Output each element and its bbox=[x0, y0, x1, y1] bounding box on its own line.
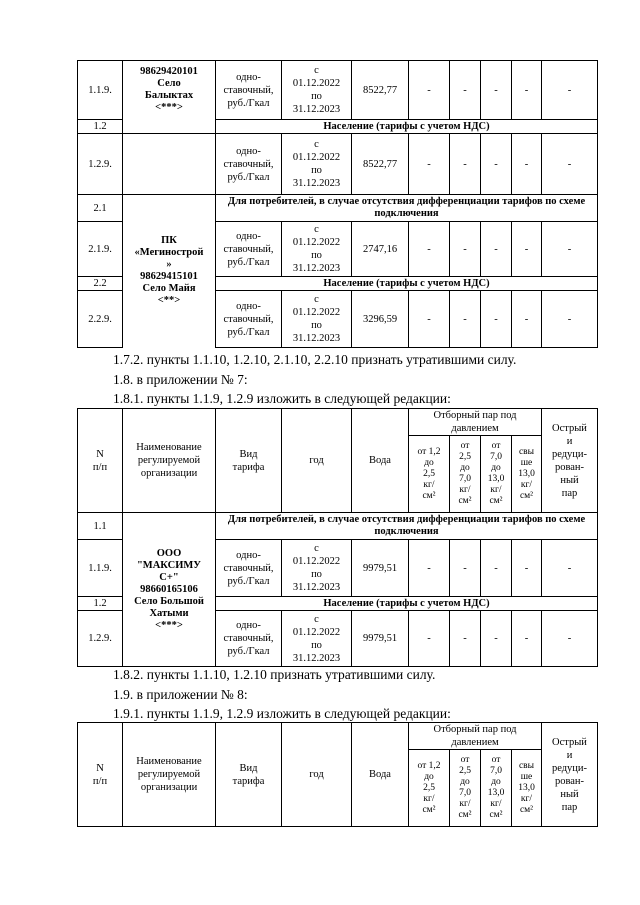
steam-value: - bbox=[450, 540, 481, 597]
organization-name-empty bbox=[123, 134, 216, 195]
steam-value: - bbox=[512, 291, 542, 348]
tariff-type: одно- ставочный, руб./Гкал bbox=[216, 540, 282, 597]
tariff-type: одно- ставочный, руб./Гкал bbox=[216, 222, 282, 277]
organization-name: 98629420101 Село Балыктах <***> bbox=[123, 61, 216, 120]
organization-name: ООО "МАКСИМУ С+" 98660165106 Село Большой Хатыми <***> bbox=[123, 513, 216, 667]
paragraph-1-8-1: 1.8.1. пункты 1.1.9, 1.2.9 изложить в следующей редакции: bbox=[113, 391, 451, 406]
sharp-steam-value: - bbox=[542, 61, 598, 120]
sharp-steam-value: - bbox=[542, 291, 598, 348]
sharp-steam-value: - bbox=[542, 611, 598, 667]
header-year: год bbox=[282, 723, 352, 827]
row-number: 2.1.9. bbox=[78, 222, 123, 277]
steam-value: - bbox=[512, 222, 542, 277]
header-pressure-1: от 1,2 до 2,5 кг/ см² bbox=[409, 436, 450, 513]
steam-value: - bbox=[512, 540, 542, 597]
header-pressure-3: от 7,0 до 13,0 кг/ см² bbox=[481, 750, 512, 827]
header-pressure-2: от 2,5 до 7,0 кг/ см² bbox=[450, 750, 481, 827]
water-tariff: 8522,77 bbox=[352, 61, 409, 120]
steam-value: - bbox=[409, 61, 450, 120]
tariff-type: одно- ставочный, руб./Гкал bbox=[216, 611, 282, 667]
band-label: Для потребителей, в случае отсутствия дифференциации тарифов по схеме подключения bbox=[216, 195, 598, 222]
steam-value: - bbox=[481, 222, 512, 277]
steam-value: - bbox=[512, 611, 542, 667]
band-label: Для потребителей, в случае отсутствия дифференциации тарифов по схеме подключения bbox=[216, 513, 598, 540]
table-row-band bbox=[78, 513, 598, 540]
tariff-type: одно- ставочный, руб./Гкал bbox=[216, 61, 282, 120]
paragraph-1-9: 1.9. в приложении № 8: bbox=[113, 687, 248, 702]
period: с 01.12.2022 по 31.12.2023 bbox=[282, 134, 352, 195]
header-pressure-4: свы ше 13,0 кг/ см² bbox=[512, 436, 542, 513]
paragraph-1-7-2: 1.7.2. пункты 1.1.10, 1.2.10, 2.1.10, 2.2.10 признать утратившими силу. bbox=[113, 352, 517, 367]
header-number: N п/п bbox=[78, 409, 123, 513]
band-label: Население (тарифы с учетом НДС) bbox=[216, 277, 598, 291]
steam-value: - bbox=[512, 134, 542, 195]
paragraph-1-8-2: 1.8.2. пункты 1.1.10, 1.2.10 признать утратившими силу. bbox=[113, 667, 436, 682]
band-label: Население (тарифы с учетом НДС) bbox=[216, 120, 598, 134]
header-steam: Отборный пар под давлением bbox=[409, 723, 542, 750]
steam-value: - bbox=[481, 611, 512, 667]
row-number: 1.2.9. bbox=[78, 134, 123, 195]
water-tariff: 8522,77 bbox=[352, 134, 409, 195]
steam-value: - bbox=[409, 540, 450, 597]
tariff-table-appendix-8 bbox=[77, 722, 598, 827]
tariff-table-appendix-7 bbox=[77, 408, 598, 667]
header-water: Вода bbox=[352, 409, 409, 513]
header-tariff-type: Вид тарифа bbox=[216, 409, 282, 513]
steam-value: - bbox=[450, 222, 481, 277]
row-number: 1.1.9. bbox=[78, 61, 123, 120]
steam-value: - bbox=[481, 540, 512, 597]
header-year: год bbox=[282, 409, 352, 513]
header-sharp-steam: Острый и редуци- рован- ный пар bbox=[542, 409, 598, 513]
row-number: 1.2 bbox=[78, 120, 123, 134]
sharp-steam-value: - bbox=[542, 222, 598, 277]
row-number: 1.1.9. bbox=[78, 540, 123, 597]
row-number: 2.1 bbox=[78, 195, 123, 222]
header-steam: Отборный пар под давлением bbox=[409, 409, 542, 436]
water-tariff: 3296,59 bbox=[352, 291, 409, 348]
table-row-band bbox=[78, 195, 598, 222]
water-tariff: 9979,51 bbox=[352, 611, 409, 667]
sharp-steam-value: - bbox=[542, 134, 598, 195]
row-number: 1.2.9. bbox=[78, 611, 123, 667]
paragraph-1-8: 1.8. в приложении № 7: bbox=[113, 372, 248, 387]
header-pressure-1: от 1,2 до 2,5 кг/ см² bbox=[409, 750, 450, 827]
header-organization: Наименование регулируемой организации bbox=[123, 723, 216, 827]
steam-value: - bbox=[409, 611, 450, 667]
header-pressure-3: от 7,0 до 13,0 кг/ см² bbox=[481, 436, 512, 513]
organization-name: ПК «Мегинострой » 98629415101 Село Майя <**> bbox=[123, 195, 216, 348]
row-number: 1.2 bbox=[78, 597, 123, 611]
header-pressure-4: свы ше 13,0 кг/ см² bbox=[512, 750, 542, 827]
steam-value: - bbox=[450, 611, 481, 667]
row-number: 2.2 bbox=[78, 277, 123, 291]
steam-value: - bbox=[450, 134, 481, 195]
period: с 01.12.2022 по 31.12.2023 bbox=[282, 611, 352, 667]
steam-value: - bbox=[450, 291, 481, 348]
table-row bbox=[78, 134, 598, 195]
header-number: N п/п bbox=[78, 723, 123, 827]
header-pressure-2: от 2,5 до 7,0 кг/ см² bbox=[450, 436, 481, 513]
steam-value: - bbox=[481, 291, 512, 348]
steam-value: - bbox=[481, 134, 512, 195]
table-header-row bbox=[78, 723, 598, 750]
row-number: 2.2.9. bbox=[78, 291, 123, 348]
band-label: Население (тарифы с учетом НДС) bbox=[216, 597, 598, 611]
steam-value: - bbox=[450, 61, 481, 120]
tariff-type: одно- ставочный, руб./Гкал bbox=[216, 134, 282, 195]
water-tariff: 9979,51 bbox=[352, 540, 409, 597]
period: с 01.12.2022 по 31.12.2023 bbox=[282, 61, 352, 120]
paragraph-1-9-1: 1.9.1. пункты 1.1.9, 1.2.9 изложить в следующей редакции: bbox=[113, 706, 451, 721]
steam-value: - bbox=[481, 61, 512, 120]
sharp-steam-value: - bbox=[542, 540, 598, 597]
period: с 01.12.2022 по 31.12.2023 bbox=[282, 222, 352, 277]
row-number: 1.1 bbox=[78, 513, 123, 540]
period: с 01.12.2022 по 31.12.2023 bbox=[282, 540, 352, 597]
header-tariff-type: Вид тарифа bbox=[216, 723, 282, 827]
organization-name-cont bbox=[123, 120, 216, 134]
steam-value: - bbox=[409, 291, 450, 348]
header-organization: Наименование регулируемой организации bbox=[123, 409, 216, 513]
steam-value: - bbox=[409, 222, 450, 277]
header-water: Вода bbox=[352, 723, 409, 827]
steam-value: - bbox=[409, 134, 450, 195]
table-row-band bbox=[78, 120, 598, 134]
water-tariff: 2747,16 bbox=[352, 222, 409, 277]
tariff-type: одно- ставочный, руб./Гкал bbox=[216, 291, 282, 348]
tariff-table-continued bbox=[77, 60, 598, 348]
header-sharp-steam: Острый и редуци- рован- ный пар bbox=[542, 723, 598, 827]
table-row bbox=[78, 61, 598, 120]
period: с 01.12.2022 по 31.12.2023 bbox=[282, 291, 352, 348]
table-header-row bbox=[78, 409, 598, 436]
steam-value: - bbox=[512, 61, 542, 120]
